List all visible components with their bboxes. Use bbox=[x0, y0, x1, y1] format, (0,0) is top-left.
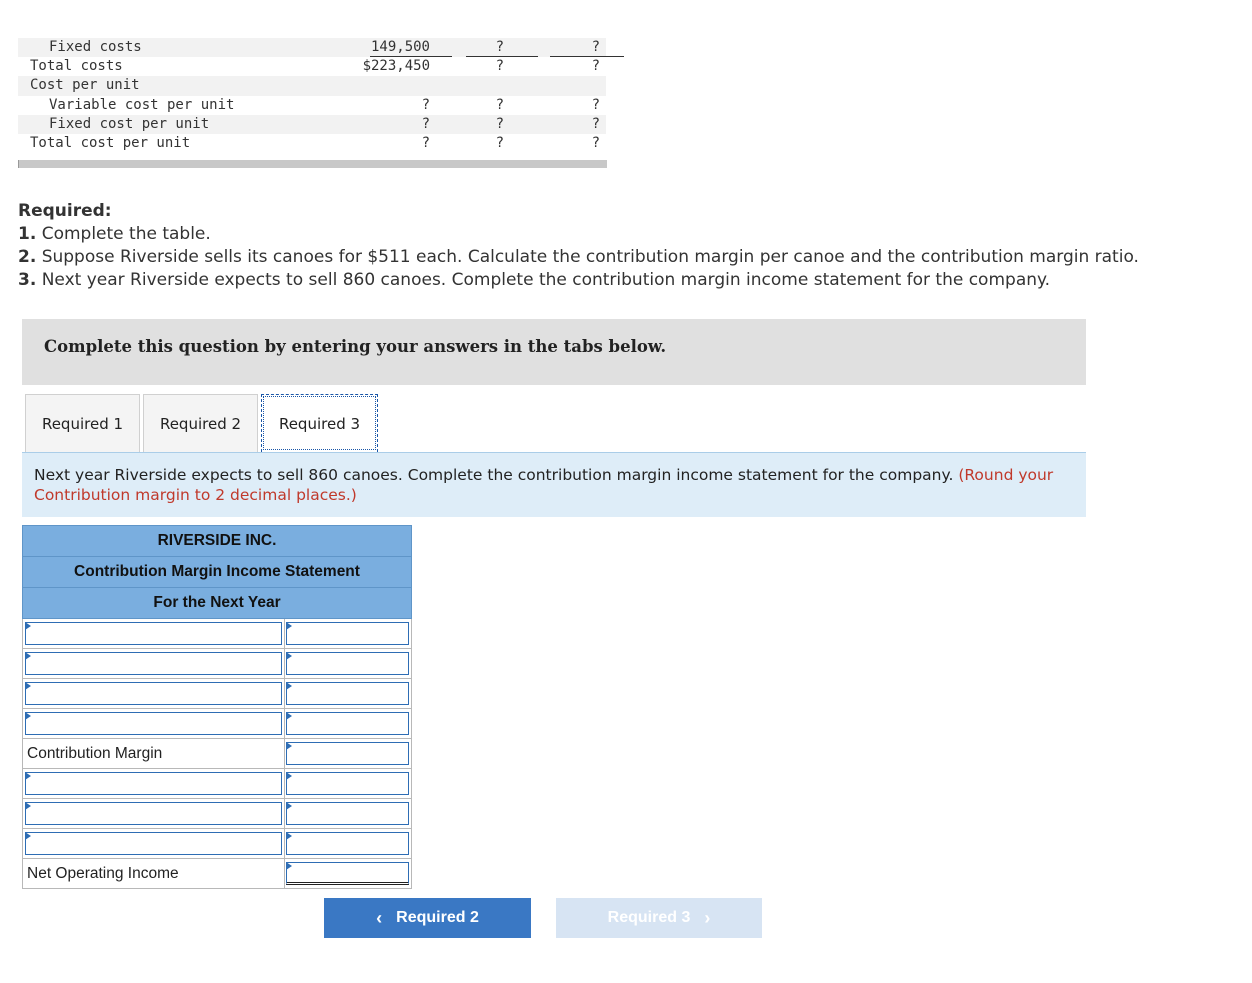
row-label: Fixed costs bbox=[49, 39, 142, 55]
cell-value: ? bbox=[421, 115, 430, 132]
cell-value: ? bbox=[495, 134, 504, 151]
statement-period: For the Next Year bbox=[22, 588, 412, 619]
cell-value: ? bbox=[495, 96, 504, 113]
required-item-1: 1. Complete the table. bbox=[18, 224, 211, 244]
amount-input[interactable] bbox=[286, 652, 409, 675]
statement-row bbox=[22, 679, 412, 709]
label-dropdown[interactable] bbox=[25, 832, 282, 855]
tab-required-3[interactable]: Required 3 bbox=[261, 394, 378, 452]
cell-value: ? bbox=[495, 115, 504, 132]
prev-tab-button[interactable] bbox=[324, 898, 531, 938]
label-dropdown[interactable] bbox=[25, 652, 282, 675]
row-total-costs bbox=[18, 57, 606, 76]
statement-row bbox=[22, 829, 412, 859]
label-dropdown[interactable] bbox=[25, 682, 282, 705]
cell-value: 149,500 bbox=[370, 39, 430, 55]
row-label: Variable cost per unit bbox=[49, 96, 235, 113]
cell-value: ? bbox=[421, 96, 430, 113]
contribution-margin-label: Contribution Margin bbox=[27, 745, 163, 762]
contribution-margin-input[interactable] bbox=[286, 742, 409, 765]
cell-value: ? bbox=[495, 39, 504, 55]
required-item-2: 2. Suppose Riverside sells its canoes for $511 each. Calculate the contribution margin per canoe and the contribution margin ratio. bbox=[18, 247, 1139, 267]
row-variable-cost-per-unit bbox=[18, 96, 606, 115]
dropdown-marker-icon bbox=[25, 682, 31, 690]
amount-input[interactable] bbox=[286, 712, 409, 735]
row-fixed-costs bbox=[18, 38, 606, 57]
next-tab-label: Required 3 bbox=[607, 909, 691, 926]
cell-value: ? bbox=[421, 134, 430, 151]
input-marker-icon bbox=[286, 772, 292, 780]
required-section bbox=[18, 200, 1139, 292]
amount-input[interactable] bbox=[286, 682, 409, 705]
cell-value: ? bbox=[591, 115, 600, 132]
amount-input[interactable] bbox=[286, 832, 409, 855]
input-marker-icon bbox=[286, 652, 292, 660]
input-marker-icon bbox=[286, 712, 292, 720]
dropdown-marker-icon bbox=[25, 772, 31, 780]
cell-value: ? bbox=[591, 39, 600, 55]
cell-value: ? bbox=[591, 96, 600, 113]
label-dropdown[interactable] bbox=[25, 622, 282, 645]
statement-row-contribution-margin bbox=[22, 739, 412, 769]
label-dropdown[interactable] bbox=[25, 802, 282, 825]
statement-company: RIVERSIDE INC. bbox=[22, 525, 412, 557]
statement-title: Contribution Margin Income Statement bbox=[22, 557, 412, 588]
input-marker-icon bbox=[286, 832, 292, 840]
dropdown-marker-icon bbox=[25, 652, 31, 660]
net-operating-income-label: Net Operating Income bbox=[27, 865, 179, 882]
chevron-right-icon: › bbox=[704, 907, 711, 928]
statement-row bbox=[22, 709, 412, 739]
row-label: Cost per unit bbox=[30, 77, 140, 94]
label-dropdown[interactable] bbox=[25, 772, 282, 795]
statement-row bbox=[22, 619, 412, 649]
dropdown-marker-icon bbox=[25, 712, 31, 720]
dropdown-marker-icon bbox=[25, 832, 31, 840]
dropdown-marker-icon bbox=[25, 622, 31, 630]
required-item-3: 3. Next year Riverside expects to sell 860 canoes. Complete the contribution margin income statement for the company. bbox=[18, 270, 1051, 290]
tab-required-2[interactable]: Required 2 bbox=[143, 394, 258, 452]
tab-instruction: Next year Riverside expects to sell 860 canoes. Complete the contribution margin income statement for the company. (Round your Contribution margin to 2 decimal places.) bbox=[22, 453, 1086, 517]
amount-input[interactable] bbox=[286, 772, 409, 795]
required-heading: Required: bbox=[18, 201, 112, 221]
label-dropdown[interactable] bbox=[25, 712, 282, 735]
input-marker-icon bbox=[286, 622, 292, 630]
cell-value: $223,450 bbox=[362, 58, 430, 75]
dropdown-marker-icon bbox=[25, 802, 31, 810]
row-label: Total cost per unit bbox=[30, 134, 191, 151]
cell-value: ? bbox=[591, 134, 600, 151]
banner-text: Complete this question by entering your answers in the tabs below. bbox=[44, 337, 667, 356]
row-label: Fixed cost per unit bbox=[49, 115, 210, 132]
row-total-cost-per-unit bbox=[18, 134, 606, 153]
row-label: Total costs bbox=[30, 58, 123, 75]
net-operating-income-input[interactable] bbox=[286, 862, 409, 885]
statement-row bbox=[22, 649, 412, 679]
row-fixed-cost-per-unit bbox=[18, 115, 606, 134]
instructions-banner bbox=[22, 319, 1086, 385]
input-marker-icon bbox=[286, 802, 292, 810]
rounding-note: (Round your Contribution margin to 2 decimal places.) bbox=[34, 466, 1054, 504]
input-marker-icon bbox=[286, 742, 292, 750]
income-statement bbox=[22, 525, 412, 889]
chevron-left-icon: ‹ bbox=[376, 907, 383, 928]
next-tab-button[interactable] bbox=[556, 898, 762, 938]
statement-row-net-operating-income bbox=[22, 859, 412, 889]
statement-row bbox=[22, 769, 412, 799]
amount-input[interactable] bbox=[286, 802, 409, 825]
statement-row bbox=[22, 799, 412, 829]
amount-input[interactable] bbox=[286, 622, 409, 645]
prev-tab-label: Required 2 bbox=[396, 909, 479, 926]
cell-value: ? bbox=[591, 58, 600, 75]
table-scrollbar[interactable] bbox=[18, 160, 607, 168]
cell-value: ? bbox=[495, 58, 504, 75]
row-cost-per-unit bbox=[18, 76, 606, 95]
input-marker-icon bbox=[286, 682, 292, 690]
cost-table bbox=[18, 38, 606, 153]
tab-required-1[interactable]: Required 1 bbox=[25, 394, 140, 452]
input-marker-icon bbox=[286, 862, 292, 870]
